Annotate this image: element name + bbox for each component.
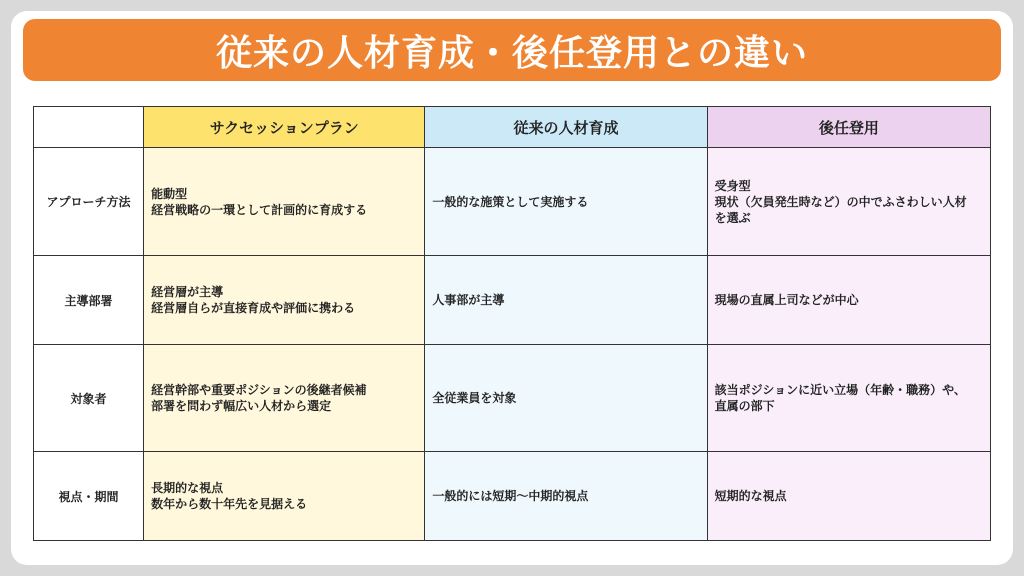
table-header-row — [34, 107, 991, 148]
table-row — [34, 452, 991, 541]
cell-line: 現状（欠員発生時など）の中でふさわしい人材 — [714, 194, 967, 209]
row-label: 視点・期間 — [34, 452, 144, 541]
cell-line: 直属の部下 — [714, 399, 775, 413]
cell-line: 能動型 — [151, 186, 188, 201]
comparison-table — [33, 106, 991, 541]
succession-cell — [144, 345, 425, 452]
header-traditional-development: 従来の人材育成 — [425, 107, 707, 148]
cell-line: 経営層自らが直接育成や評価に携わる — [151, 301, 356, 315]
page-title: 従来の人材育成・後任登用との違い — [215, 32, 808, 74]
cell-line: 受身型 — [714, 178, 751, 193]
row-label: 対象者 — [34, 345, 144, 452]
title-banner — [23, 19, 1001, 81]
header-succession-plan: サクセッションプラン — [144, 107, 425, 148]
row-label: 主導部署 — [34, 256, 144, 345]
table-row — [34, 148, 991, 256]
row-label: アプローチ方法 — [34, 148, 144, 256]
traditional-cell — [425, 256, 707, 345]
cell-line: 現場の直属上司などが中心 — [714, 293, 859, 307]
cell-line: 部署を問わず幅広い人材から選定 — [151, 399, 332, 413]
traditional-cell — [425, 148, 707, 256]
cell-line: 人事部が主導 — [432, 293, 505, 307]
succession-cell — [144, 452, 425, 541]
cell-line: 経営幹部や重要ポジションの後継者候補 — [151, 383, 367, 397]
succession-cell — [144, 256, 425, 345]
successor-cell — [707, 148, 990, 256]
cell-line: 長期的な視点 — [151, 481, 224, 495]
header-successor-appointment: 後任登用 — [707, 107, 990, 148]
cell-line: 短期的な視点 — [714, 489, 787, 503]
header-blank-cell — [34, 107, 144, 148]
successor-cell — [707, 452, 990, 541]
successor-cell — [707, 345, 990, 452]
cell-line: 経営層が主導 — [151, 285, 224, 299]
table-row — [34, 345, 991, 452]
table-row — [34, 256, 991, 345]
cell-line: 該当ポジションに近い立場（年齢・職務）や、 — [714, 383, 966, 397]
cell-line: 一般的な施策として実施する — [432, 194, 589, 209]
successor-cell — [707, 256, 990, 345]
cell-line: 経営戦略の一環として計画的に育成する — [151, 202, 368, 217]
cell-line: 数年から数十年先を見据える — [151, 497, 308, 511]
cell-line: 全従業員を対象 — [432, 391, 517, 405]
traditional-cell — [425, 345, 707, 452]
succession-cell — [144, 148, 425, 256]
cell-line: を選ぶ — [714, 210, 751, 225]
traditional-cell — [425, 452, 707, 541]
cell-line: 一般的には短期〜中期的視点 — [432, 489, 589, 503]
